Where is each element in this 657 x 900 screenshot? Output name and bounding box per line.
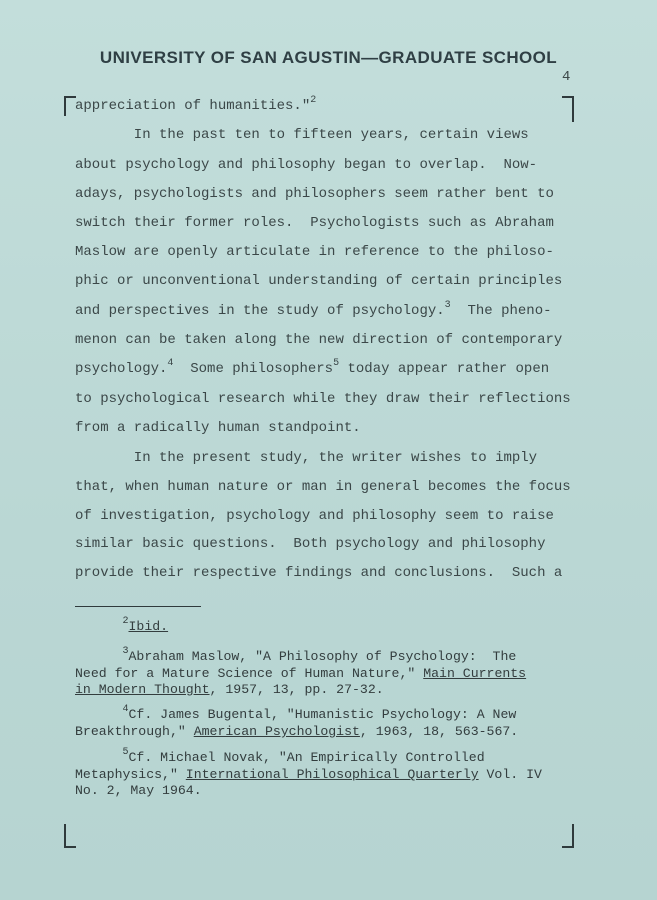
body-line-5: switch their former roles. Psychologists such as Abraham — [75, 215, 554, 231]
body-line-7: phic or unconventional understanding of certain principles — [75, 273, 563, 289]
body-line-13: In the present study, the writer wishes to imply — [75, 450, 538, 466]
footnote-ref-5: 5 — [333, 358, 340, 369]
footnote-4-line-2: Breakthrough," American Psychologist, 1963, 18, 563-567. — [75, 724, 519, 739]
footnote-5-line-2: Metaphysics," International Philosophical Quarterly Vol. IV — [75, 767, 542, 782]
crop-mark-bottom-left — [64, 824, 76, 848]
body-line-9: menon can be taken along the new direction of contemporary — [75, 332, 563, 348]
footnote-2: $^2$Ibid. — [122, 616, 169, 634]
body-line-14: that, when human nature or man in general becomes the focus — [75, 479, 571, 495]
body-line-4: adays, psychologists and philosophers seem rather bent to — [75, 186, 554, 202]
footnote-3-line-1: $^3$Abraham Maslow, "A Philosophy of Psychology: The — [122, 646, 517, 664]
body-line-15: of investigation, psychology and philosophy seem to raise — [75, 508, 554, 524]
body-line-11: to psychological research while they draw their reflections — [75, 391, 571, 407]
body-line-2: In the past ten to fifteen years, certain views — [75, 127, 529, 143]
body-line-1: appreciation of humanities."$^2$ — [75, 95, 317, 114]
body-line-10: psychology.$^4$ Some philosophers$^5$ today appear rather open — [75, 358, 550, 377]
body-line-8: and perspectives in the study of psychology.$^3$ The pheno- — [75, 300, 552, 319]
footnote-ref-4: 4 — [167, 358, 174, 369]
body-line-17: provide their respective findings and conclusions. Such a — [75, 565, 563, 581]
footnote-5-line-1: $^5$Cf. Michael Novak, "An Empirically Controlled — [122, 747, 485, 765]
crop-mark-top-right — [562, 96, 574, 122]
footnote-5-line-3: No. 2, May 1964. — [75, 783, 202, 798]
footnote-ref-2: 2 — [310, 95, 317, 106]
body-line-16: similar basic questions. Both psychology and philosophy — [75, 536, 546, 552]
footnote-divider — [75, 606, 201, 607]
footnote-3-line-3: in Modern Thought, 1957, 13, pp. 27-32. — [75, 682, 384, 697]
body-line-6: Maslow are openly articulate in reference to the philoso- — [75, 244, 554, 260]
footnote-3-line-2: Need for a Mature Science of Human Nature," Main Currents — [75, 666, 527, 681]
crop-mark-bottom-right — [562, 824, 574, 848]
footnote-4-line-1: $^4$Cf. James Bugental, "Humanistic Psychology: A New — [122, 704, 517, 722]
institution-header: UNIVERSITY OF SAN AGUSTIN—GRADUATE SCHOOL — [99, 48, 558, 67]
body-line-12: from a radically human standpoint. — [75, 420, 361, 436]
footnote-ref-3: 3 — [444, 300, 451, 311]
body-line-3: about psychology and philosophy began to overlap. Now- — [75, 157, 538, 173]
page-number: 4 — [562, 69, 571, 85]
